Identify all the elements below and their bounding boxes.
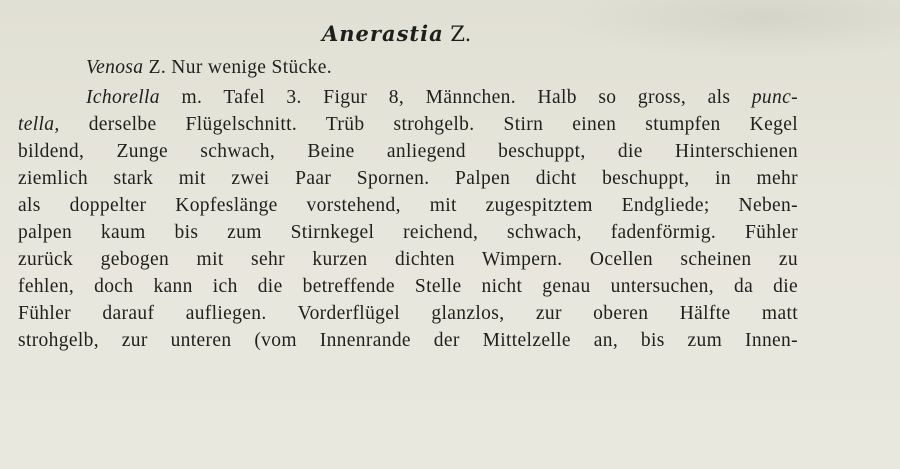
text-line-10: strohgelb, zur unteren (vom Innenrande der Mittelzelle an, bis zum Innen-: [18, 330, 798, 351]
punctella-ref-end: tella,: [18, 114, 60, 135]
text-line-8: fehlen, doch kann ich die betreffende Stelle nicht genau untersuchen, da die: [18, 276, 798, 297]
venosa-text: Z. Nur wenige Stücke.: [148, 57, 332, 78]
genus-name: Anerastia: [322, 21, 444, 46]
genus-heading: [0, 21, 900, 46]
text-line-3: bildend, Zunge schwach, Beine anliegend beschuppt, die Hinterschienen: [18, 141, 798, 162]
text-line-7: zurück gebogen mit sehr kurzen dichten Wimpern. Ocellen scheinen zu: [18, 249, 798, 270]
text-line-2: [18, 114, 798, 136]
text-line-6: palpen kaum bis zum Stirnkegel reichend, schwach, fadenförmig. Fühler: [18, 222, 798, 243]
line-2-text: derselbe Flügelschnitt. Trüb strohgelb. Stirn einen stumpfen Kegel: [88, 114, 798, 135]
punctella-ref-start: punc-: [751, 87, 798, 108]
species-ichorella: Ichorella: [86, 87, 160, 108]
text-line-4: ziemlich stark mit zwei Paar Spornen. Palpen dicht beschuppt, in mehr: [18, 168, 798, 189]
text-line-9: Fühler darauf aufliegen. Vorderflügel glanzlos, zur oberen Hälfte matt: [18, 303, 798, 324]
line-1-text: m. Tafel 3. Figur 8, Männchen. Halb so gross, als: [181, 87, 731, 108]
species-venosa: Venosa: [86, 57, 144, 78]
venosa-line: [18, 57, 798, 79]
genus-author: Z.: [450, 22, 472, 46]
text-line-5: als doppelter Kopfeslänge vorstehend, mit zugespitztem Endgliede; Neben-: [18, 195, 798, 216]
text-line-1: [18, 87, 798, 109]
